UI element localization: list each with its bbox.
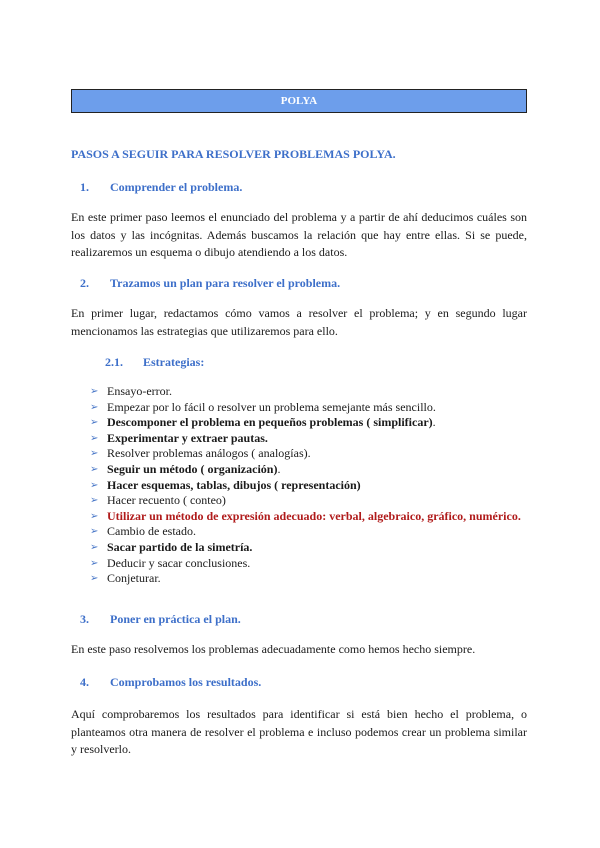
- section-4-paragraph: Aquí comprobaremos los resultados para identificar si está bien hecho el problema, o planteamos otra manera de resolver el problema e incluso podemos crear un problema similar y resolverlo.: [71, 707, 527, 756]
- strategy-text: Hacer recuento ( conteo): [107, 493, 226, 508]
- strategy-text: Conjeturar.: [107, 571, 161, 586]
- arrow-bullet-icon: ➢: [90, 432, 99, 444]
- subsection-title: Estrategias:: [143, 355, 205, 369]
- strategy-text: Ensayo-error.: [107, 384, 172, 398]
- subsection-2-1-heading: [105, 355, 204, 370]
- strategy-text: Hacer esquemas, tablas, dibujos ( representación): [107, 477, 361, 492]
- strategy-text: Resolver problemas análogos ( analogías).: [107, 446, 311, 461]
- strategy-text: Empezar por lo fácil o resolver un problema semejante más sencillo.: [107, 399, 436, 414]
- strategy-text: Utilizar un método de expresión adecuado: verbal, algebraico, gráfico, numérico.: [107, 508, 521, 523]
- strategy-item: [90, 462, 530, 478]
- arrow-bullet-icon: ➢: [90, 448, 99, 460]
- title-banner: [71, 89, 527, 113]
- section-1-heading: [80, 180, 242, 195]
- section-number: 3.: [80, 612, 89, 626]
- section-title: Comprender el problema.: [110, 180, 243, 194]
- section-4-heading: [80, 675, 261, 690]
- subsection-number: 2.1.: [105, 355, 123, 369]
- main-heading: PASOS A SEGUIR PARA RESOLVER PROBLEMAS POLYA.: [71, 147, 396, 161]
- section-3-heading: [80, 612, 241, 627]
- arrow-bullet-icon: ➢: [90, 463, 99, 475]
- arrow-bullet-icon: ➢: [90, 417, 99, 429]
- strategy-text: Deducir y sacar conclusiones.: [107, 555, 251, 570]
- strategy-item: [90, 478, 530, 494]
- section-title: Poner en práctica el plan.: [110, 612, 241, 626]
- section-1-paragraph: En este primer paso leemos el enunciado del problema y a partir de ahí deducimos cuáles son los datos y las incógnitas. Además buscamos la relación que hay entre ellas. Si se puede, realizaremos un esquema o dibujo atendiendo a los datos.: [71, 210, 527, 259]
- title-text: POLYA: [280, 95, 318, 107]
- section-number: 2.: [80, 276, 89, 290]
- arrow-bullet-icon: ➢: [90, 401, 99, 413]
- strategy-item: [90, 556, 530, 572]
- section-2-heading: [80, 276, 340, 291]
- strategy-text: Descomponer el problema en pequeños problemas ( simplificar): [107, 415, 433, 430]
- strategy-item: [90, 415, 530, 431]
- section-number: 4.: [80, 675, 89, 689]
- arrow-bullet-icon: ➢: [90, 526, 99, 538]
- arrow-bullet-icon: ➢: [90, 573, 99, 585]
- strategy-item: [90, 540, 530, 556]
- arrow-bullet-icon: ➢: [90, 510, 99, 522]
- strategy-item: [90, 493, 530, 509]
- section-title: Trazamos un plan para resolver el problema.: [110, 276, 341, 290]
- strategy-suffix: .: [277, 461, 281, 476]
- strategy-item: [90, 400, 530, 416]
- section-title: Comprobamos los resultados.: [110, 675, 262, 689]
- strategy-text: Sacar partido de la simetría.: [107, 539, 253, 554]
- strategy-item: [90, 571, 530, 587]
- strategy-item: [90, 524, 530, 540]
- arrow-bullet-icon: ➢: [90, 557, 99, 569]
- strategy-list: [90, 384, 530, 587]
- strategy-item: [90, 431, 530, 447]
- strategy-text: Cambio de estado.: [107, 524, 196, 539]
- strategy-suffix: .: [432, 415, 436, 430]
- arrow-bullet-icon: ➢: [90, 495, 99, 507]
- strategy-text: Seguir un método ( organización): [107, 461, 278, 476]
- strategy-item: [90, 446, 530, 462]
- arrow-bullet-icon: ➢: [90, 479, 99, 491]
- strategy-text: Experimentar y extraer pautas.: [107, 430, 268, 445]
- section-number: 1.: [80, 180, 89, 194]
- strategy-item: [90, 509, 530, 525]
- section-2-paragraph: En primer lugar, redactamos cómo vamos a resolver el problema; y en segundo lugar mencionamos las estrategias que utilizaremos para ello.: [71, 306, 527, 338]
- strategy-item: [90, 384, 530, 400]
- arrow-bullet-icon: ➢: [90, 386, 99, 397]
- arrow-bullet-icon: ➢: [90, 541, 99, 553]
- section-3-paragraph: En este paso resolvemos los problemas adecuadamente como hemos hecho siempre.: [71, 642, 476, 656]
